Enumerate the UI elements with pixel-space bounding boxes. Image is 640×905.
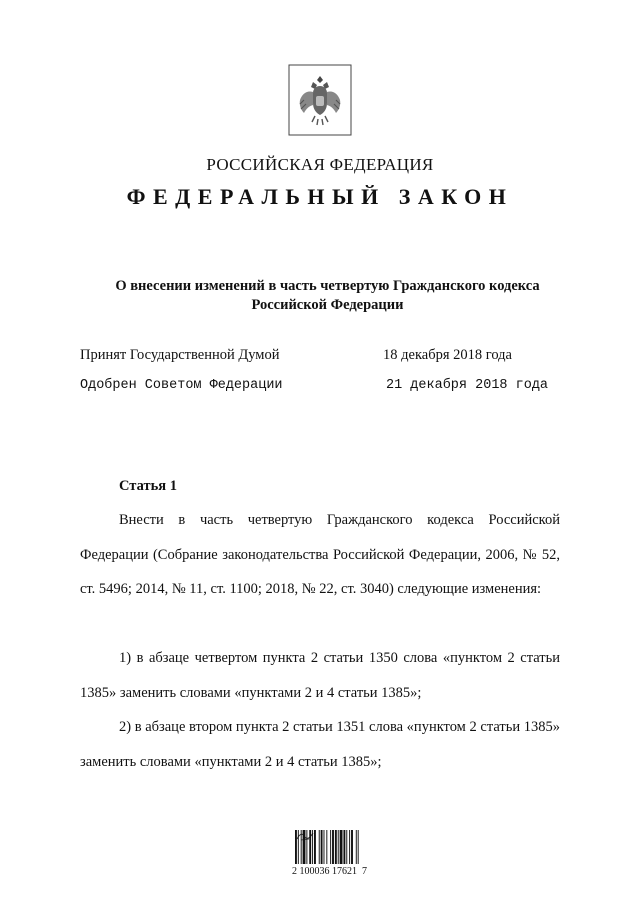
russian-coat-of-arms-icon bbox=[288, 64, 352, 136]
article-intro-paragraph: Внести в часть четвертую Гражданского кодекса Российской Федерации (Собрание законодательства Российской Федерации, 2006, № 52, ст. 5496; 2014, № 11, ст. 1100; 2018, № 22, ст. 3040) следующие изменения: bbox=[80, 512, 560, 597]
law-subject bbox=[80, 277, 575, 315]
barcode-bars-icon bbox=[295, 830, 381, 864]
law-type-title: ФЕДЕРАЛЬНЫЙ ЗАКОН bbox=[126, 184, 514, 209]
document-barcode bbox=[292, 818, 382, 877]
law-subject-line-2: Российской Федерации bbox=[251, 297, 404, 313]
article-item-1: 1) в абзаце четвертом пункта 2 статьи 1350 слова «пунктом 2 статьи 1385» заменить словами «пунктами 2 и 4 статьи 1385»; bbox=[80, 650, 560, 701]
adoption-label: Принят Государственной Думой bbox=[80, 347, 280, 363]
adoption-date: 21 декабря 2018 года bbox=[386, 378, 549, 393]
country-name: РОССИЙСКАЯ ФЕДЕРАЦИЯ bbox=[206, 155, 434, 174]
article-heading: Статья 1 bbox=[119, 478, 177, 494]
law-subject-line-1: О внесении изменений в часть четвертую Гражданского кодекса bbox=[115, 278, 540, 294]
adoption-label: Одобрен Советом Федерации bbox=[80, 378, 283, 393]
adoption-date: 18 декабря 2018 года bbox=[383, 347, 512, 363]
barcode-number: 2 100036 17621 7 bbox=[292, 866, 367, 877]
article-item-2: 2) в абзаце втором пункта 2 статьи 1351 слова «пунктом 2 статьи 1385» заменить словами «пунктами 2 и 4 статьи 1385»; bbox=[80, 719, 560, 770]
